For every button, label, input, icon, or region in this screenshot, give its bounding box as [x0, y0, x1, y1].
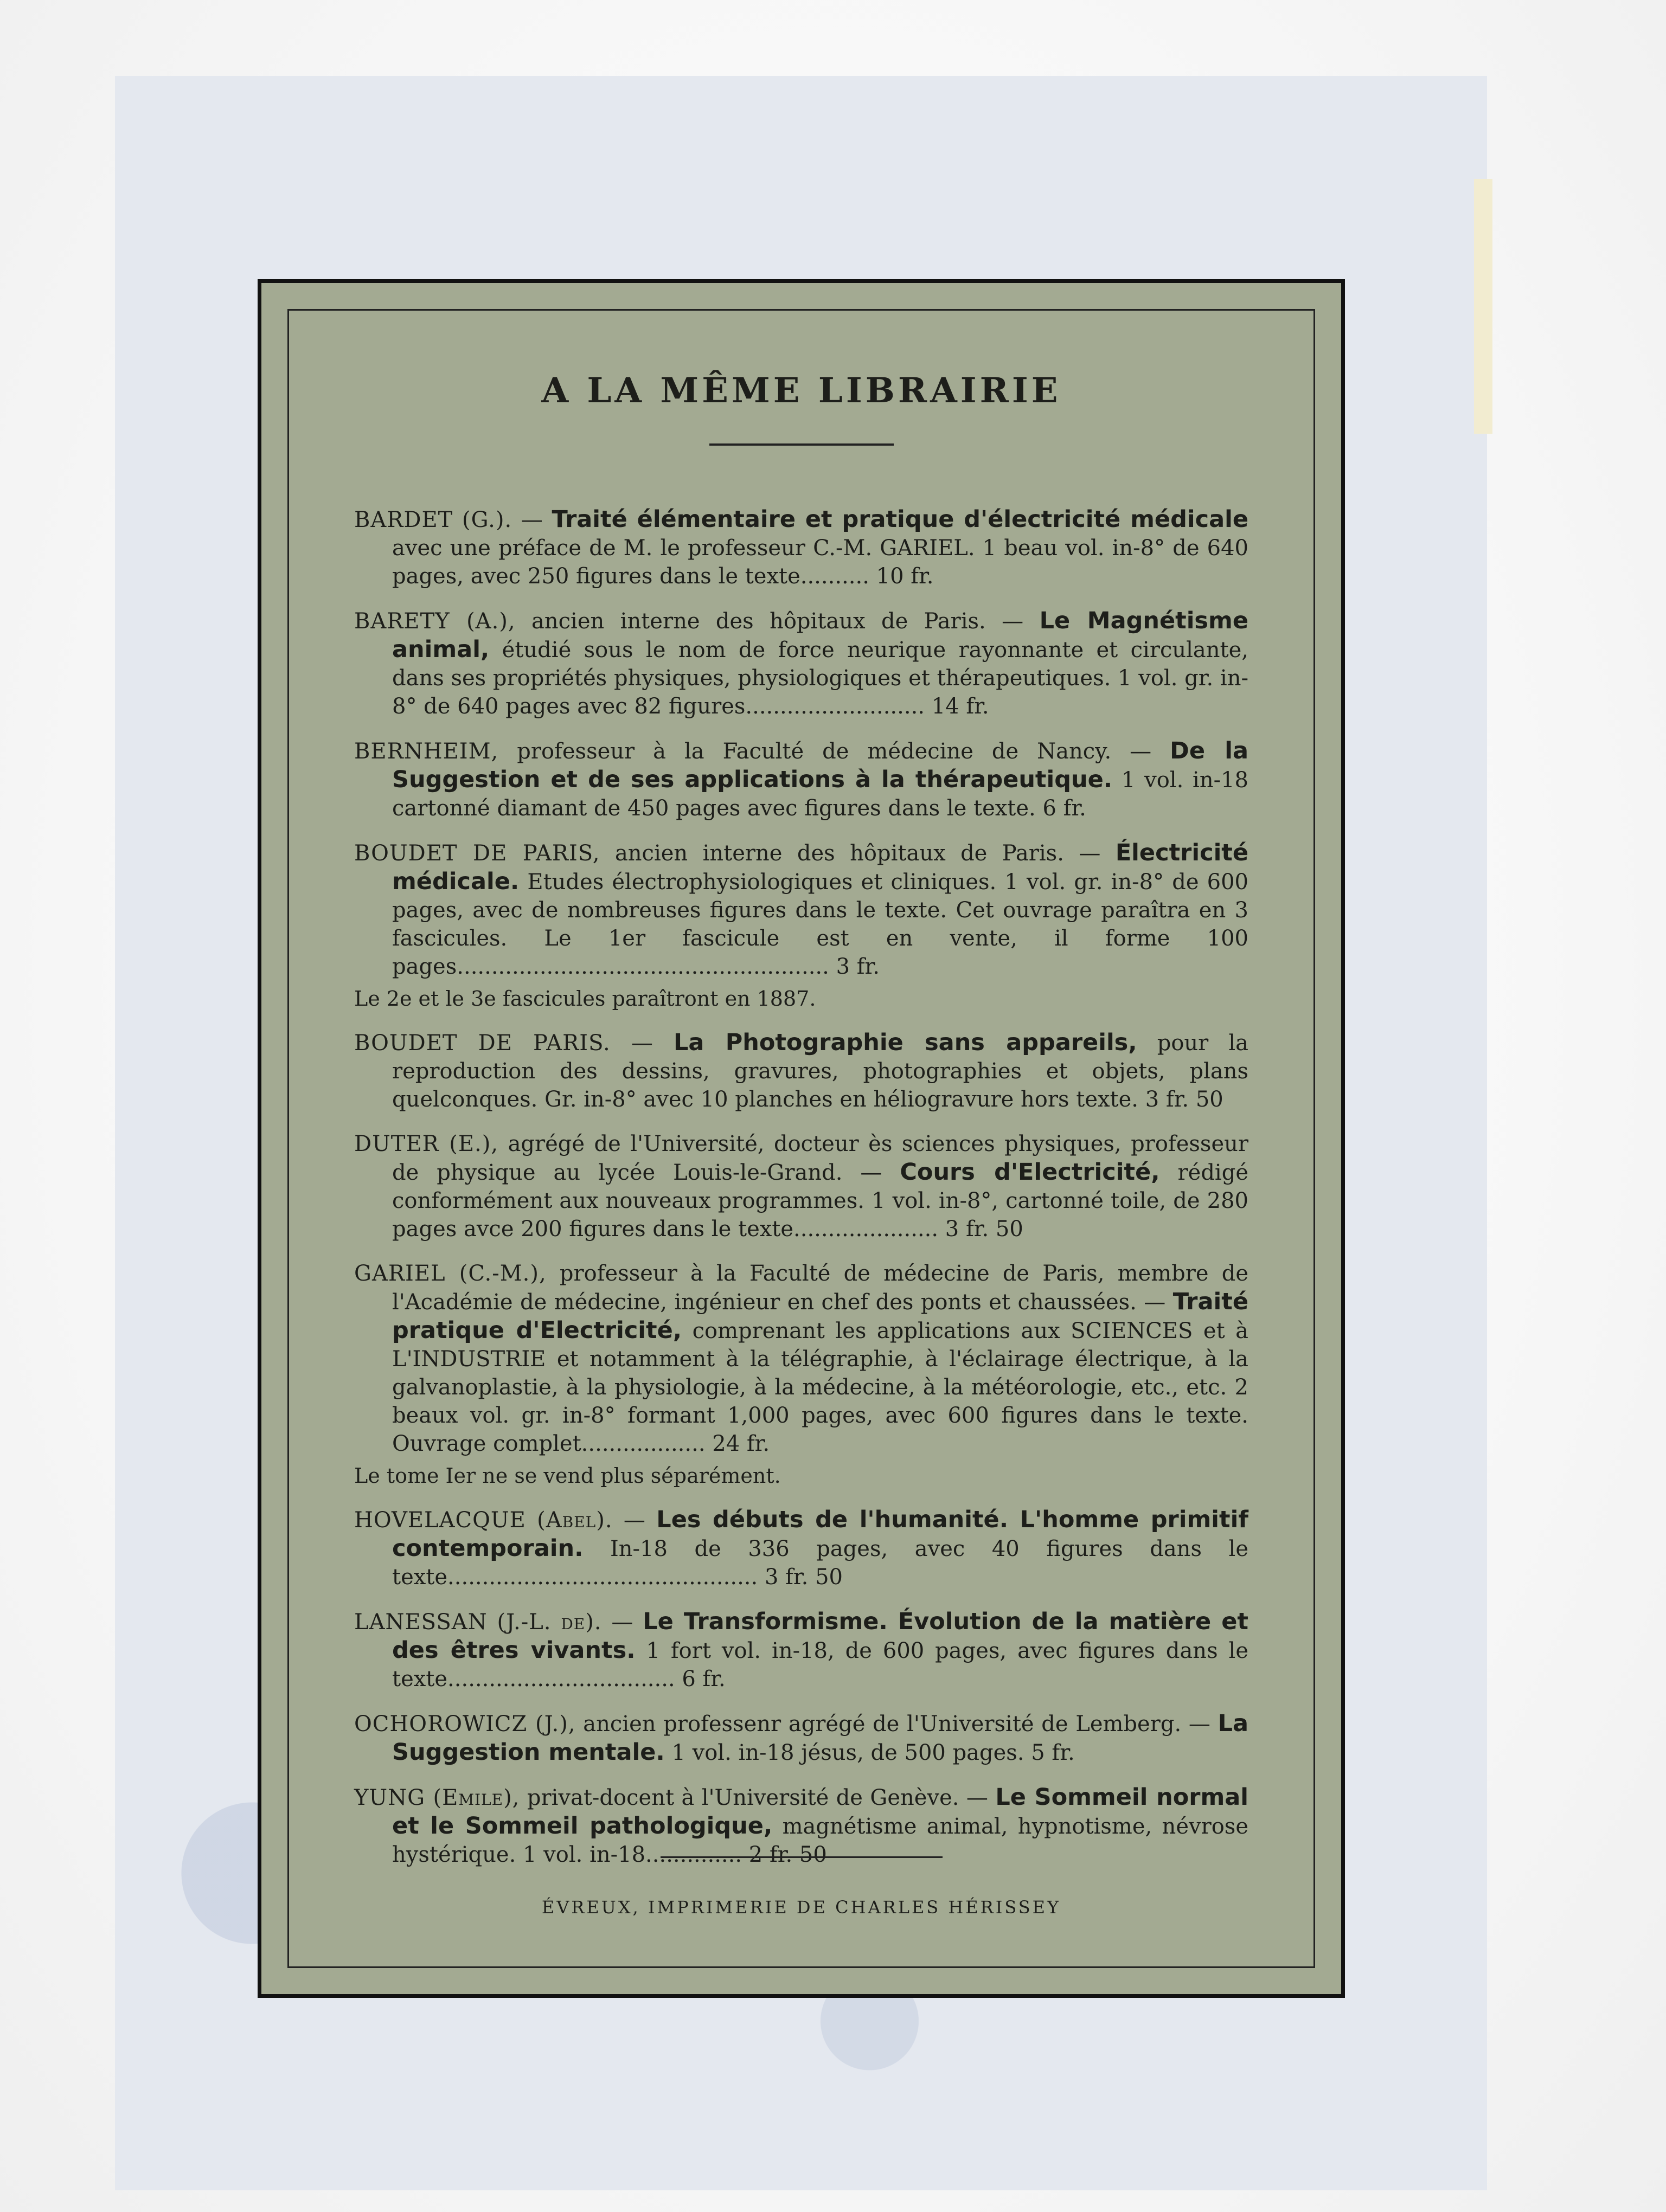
page-title: A LA MÊME LIBRAIRIE — [541, 370, 1061, 411]
catalogue-entry — [354, 1709, 1248, 1767]
entry-author: HOVELACQUE (Abel). — — [354, 1508, 646, 1533]
entry-price: 24 fr. — [712, 1431, 770, 1456]
entry-details: pour la reproduction des dessins, gravures, photographies et objets, plans quelconques. Gr. in-8° avec 10 planches en héliogravure hors texte. — [392, 1031, 1249, 1112]
entry-description: professeur à la Faculté de médecine de Paris, membre de l'Académie de médecine, ingénieur en chef des ponts et chaussées. — — [392, 1261, 1249, 1315]
catalogue-entry — [354, 1607, 1248, 1693]
entry-author: BARDET (G.). — — [354, 507, 543, 532]
entry-price: 3 fr. — [836, 954, 880, 979]
entry-description: ancien interne des hôpitaux de Paris. — — [614, 841, 1101, 866]
catalogue-entry — [354, 607, 1248, 721]
entry-price: 3 fr. 50 — [945, 1217, 1023, 1242]
entry-note: Le tome Ier ne se vend plus séparément. — [354, 1464, 781, 1488]
entry-details: avec une préface de M. le professeur C.-M. GARIEL. 1 beau vol. in-8° de 640 pages, avec 250 figures dans le texte.......... — [392, 536, 1248, 589]
entry-list — [354, 505, 1248, 1869]
entry-author: BERNHEIM, — [354, 739, 499, 764]
catalogue-entry — [354, 1130, 1248, 1243]
entry-details: In-18 de 336 pages, avec 40 figures dans le texte............................................. — [392, 1536, 1248, 1590]
title-rule — [709, 443, 894, 446]
entry-title: Cours d'Electricité, — [900, 1159, 1160, 1186]
entry-description: agrégé de l'Université, docteur ès sciences physiques, professeur de physique au lycée Louis-le-Grand. — — [392, 1131, 1248, 1185]
catalogue-entry — [354, 1259, 1248, 1458]
catalogue-entry — [354, 505, 1248, 590]
entry-details: 1 fort vol. in-18, de 600 pages, avec figures dans le texte................................. — [392, 1638, 1248, 1692]
catalogue-entry — [354, 1028, 1248, 1114]
entry-author: BOUDET DE PARIS, — [354, 841, 600, 866]
entry-details: magnétisme animal, hypnotisme, névrose hystérique. 1 vol. in-18.............. — [392, 1814, 1248, 1867]
entry-author: YUNG (Emile), — [354, 1785, 520, 1810]
catalogue-entry — [354, 737, 1248, 822]
cover-edge — [1474, 179, 1492, 434]
entry-price: 3 fr. 50 — [1145, 1087, 1223, 1112]
entry-author: LANESSAN (J.-L. de). — — [354, 1610, 634, 1635]
entry-description: ancien professenr agrégé de l'Université de Lemberg. — — [583, 1712, 1210, 1737]
entry-title: Le Sommeil normal et le Sommeil pathologique, — [392, 1784, 1249, 1840]
footer-rule — [661, 1856, 943, 1858]
entry-details: étudié sous le nom de force neurique rayonnante et circulante, dans ses propriétés physiques, physiologiques et thérapeutiques. 1 vol. gr. in-8° de 640 pages avec 82 figures.......................... — [392, 638, 1248, 719]
entry-price: 6 fr. — [682, 1667, 726, 1692]
entry-author: OCHOROWICZ (J.), — [354, 1712, 576, 1737]
entry-details: comprenant les applications aux SCIENCES et à L'INDUSTRIE et notamment à la télégraphie, à l'éclairage électrique, à la galvanoplastie, à la physiologie, à la médecine, à la météorologie, etc., etc. 2 beaux vol. gr. in-8° formant 1,000 pages, avec 600 figures dans le texte. Ouvrage complet.................. — [392, 1319, 1248, 1456]
catalogue-entry — [354, 1506, 1248, 1591]
entry-title: Traité élémentaire et pratique d'électricité médicale — [552, 506, 1249, 533]
entry-title: De la Suggestion et de ses applications à la thérapeutique. — [392, 737, 1248, 793]
entry-title: Le Transformisme. Évolution de la matière et des êtres vivants. — [392, 1608, 1248, 1664]
entry-price: 5 fr. — [1031, 1740, 1075, 1765]
entry-author: BOUDET DE PARIS. — — [354, 1031, 653, 1056]
entry-description: privat-docent à l'Université de Genève. — — [527, 1785, 988, 1810]
catalogue-entry — [354, 839, 1248, 981]
entry-details: 1 vol. in-18 cartonné diamant de 450 pages avec figures dans le texte. — [392, 768, 1249, 821]
catalogue-label — [258, 279, 1345, 1998]
label-frame — [287, 309, 1315, 1968]
entry-author: DUTER (E.), — [354, 1131, 499, 1156]
entry-author: BARETY (A.), — [354, 609, 516, 634]
entry-title: La Photographie sans appareils, — [673, 1029, 1137, 1056]
entry-title: La Suggestion mentale. — [392, 1710, 1249, 1766]
entry-description: professeur à la Faculté de médecine de Nancy. — — [517, 739, 1152, 764]
entry-price: 3 fr. 50 — [764, 1565, 843, 1590]
entry-price: 6 fr. — [1042, 796, 1086, 821]
entry-price: 10 fr. — [876, 564, 934, 589]
entry-title: Traité pratique d'Electricité, — [392, 1288, 1248, 1344]
entry-author: GARIEL (C.-M.), — [354, 1261, 547, 1286]
entry-title: Électricité médicale. — [392, 839, 1249, 895]
entry-details: 1 vol. in-18 jésus, de 500 pages. — [671, 1740, 1024, 1765]
entry-price: 2 fr. 50 — [748, 1842, 827, 1867]
entry-details: rédigé conformément aux nouveaux programmes. 1 vol. in-8°, cartonné toile, de 280 pages avce 200 figures dans le texte..................... — [392, 1160, 1248, 1242]
entry-title: Le Magnétisme animal, — [392, 607, 1248, 663]
entry-title: Les débuts de l'humanité. L'homme primitif contemporain. — [392, 1506, 1249, 1562]
entry-note: Le 2e et le 3e fascicules paraîtront en 1887. — [354, 987, 816, 1011]
entry-price: 14 fr. — [931, 694, 989, 719]
entry-details: Etudes électrophysiologiques et cliniques. 1 vol. gr. in-8° de 600 pages, avec de nombreuses figures dans le texte. Cet ouvrage paraîtra en 3 fascicules. Le 1er fascicule est en vente, il forme 100 pages...................................................... — [392, 870, 1248, 979]
entry-description: ancien interne des hôpitaux de Paris. — — [531, 609, 1024, 634]
imprint: ÉVREUX, IMPRIMERIE DE CHARLES HÉRISSEY — [541, 1897, 1061, 1918]
